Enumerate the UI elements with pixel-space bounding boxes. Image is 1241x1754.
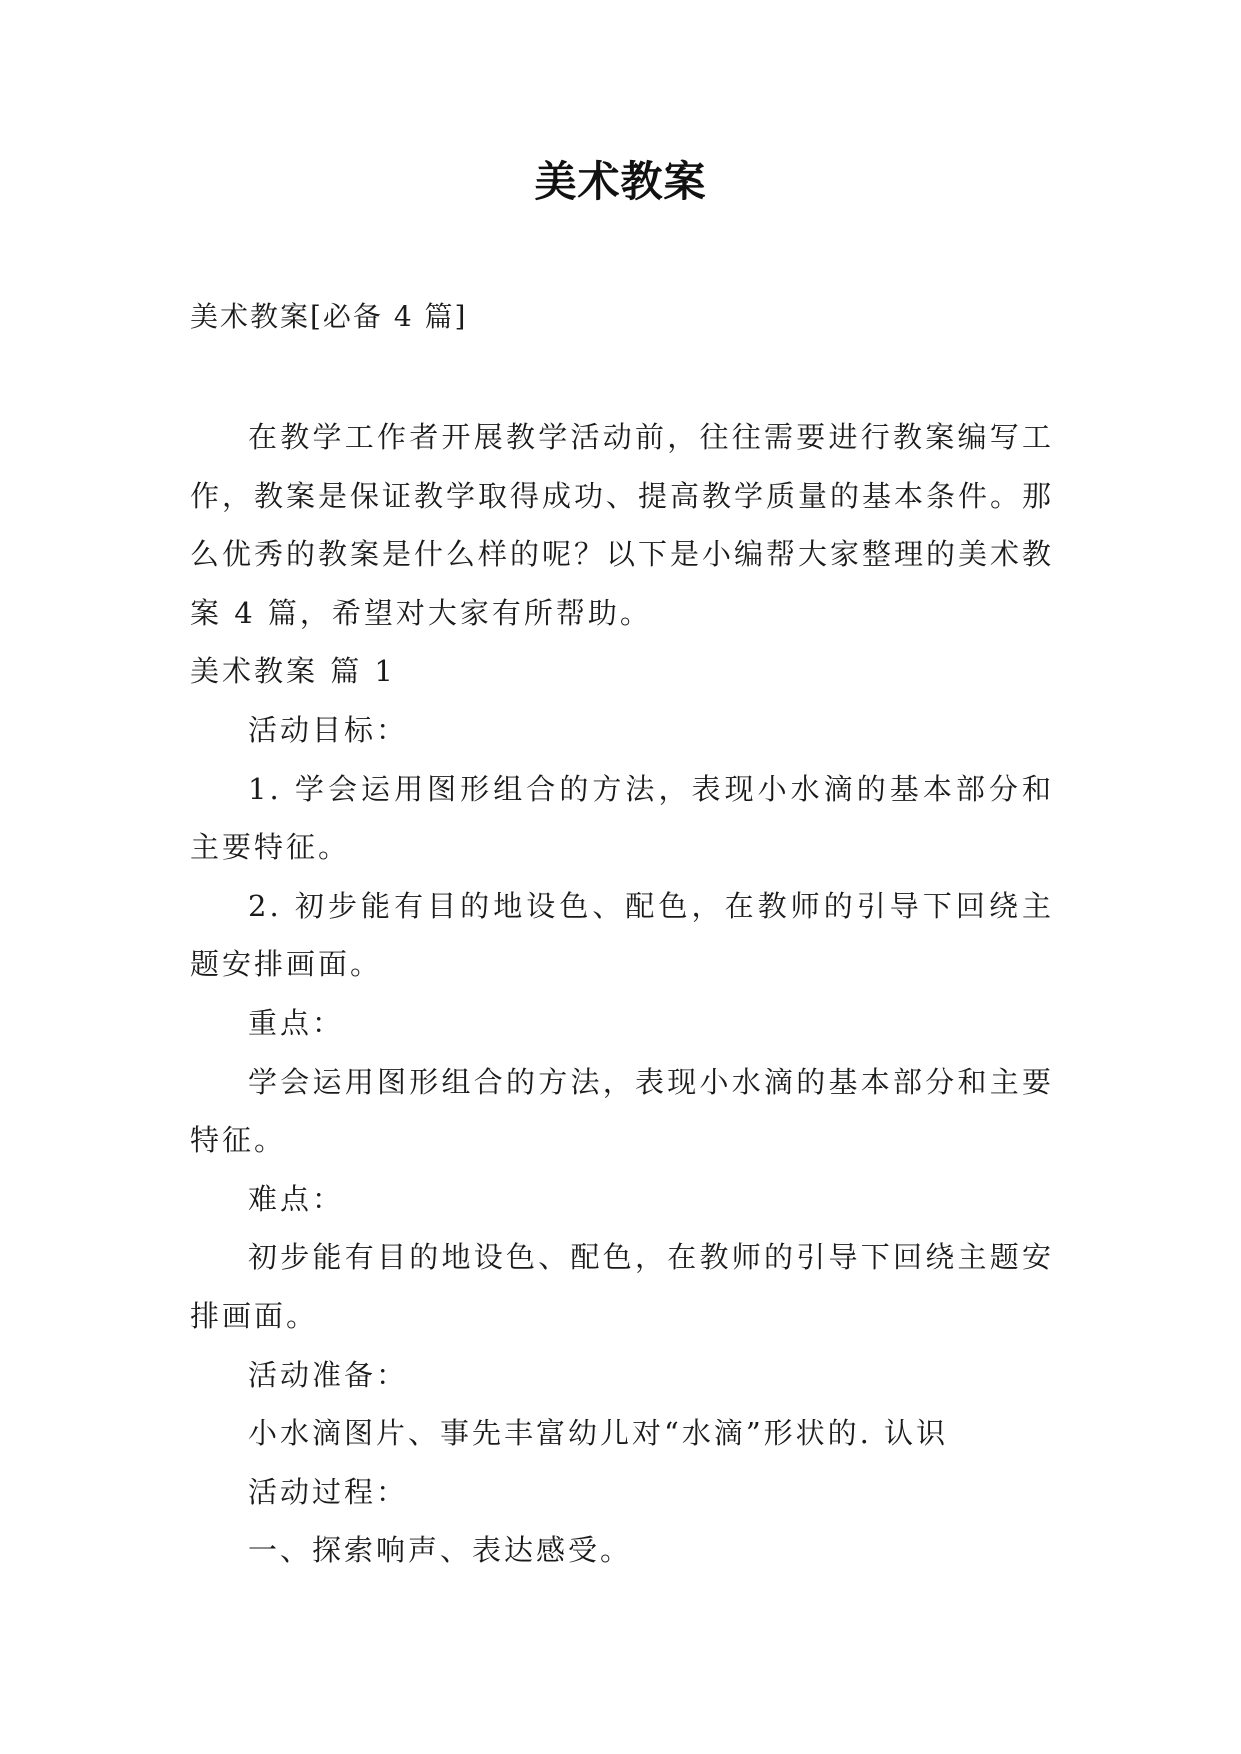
process-step: 一、探索响声、表达感受。 bbox=[248, 1533, 633, 1568]
preparation-label: 活动准备： bbox=[248, 1357, 409, 1392]
section-heading: 美术教案 篇 1 bbox=[190, 654, 396, 689]
difficulty-label: 难点： bbox=[248, 1181, 345, 1216]
goals-label: 活动目标： bbox=[248, 712, 409, 747]
goal-item: 1. 学会运用图形组合的方法，表现小水滴的基本部分和主要特征。 bbox=[190, 771, 1054, 865]
page-title: 美术教案 bbox=[534, 157, 707, 206]
intro-paragraph: 在教学工作者开展教学活动前，往往需要进行教案编写工作，教案是保证教学取得成功、提高教学质量的基本条件。那么优秀的教案是什么样的呢？以下是小编帮大家整理的美术教案 4 篇，希望对大家有所帮助。 bbox=[190, 420, 1055, 630]
key-point-text: 学会运用图形组合的方法，表现小水滴的基本部分和主要特征。 bbox=[190, 1064, 1054, 1158]
key-point-label: 重点： bbox=[248, 1005, 345, 1040]
preparation-text: 小水滴图片、事先丰富幼儿对“水滴”形状的. 认识 bbox=[248, 1416, 949, 1451]
difficulty-text: 初步能有目的地设色、配色，在教师的引导下回绕主题安排画面。 bbox=[190, 1240, 1054, 1333]
document-subtitle: 美术教案[必备 4 篇] bbox=[190, 300, 468, 333]
process-label: 活动过程： bbox=[248, 1474, 409, 1509]
goal-item: 2. 初步能有目的地设色、配色，在教师的引导下回绕主题安排画面。 bbox=[190, 888, 1054, 982]
document-body bbox=[190, 408, 1054, 1580]
